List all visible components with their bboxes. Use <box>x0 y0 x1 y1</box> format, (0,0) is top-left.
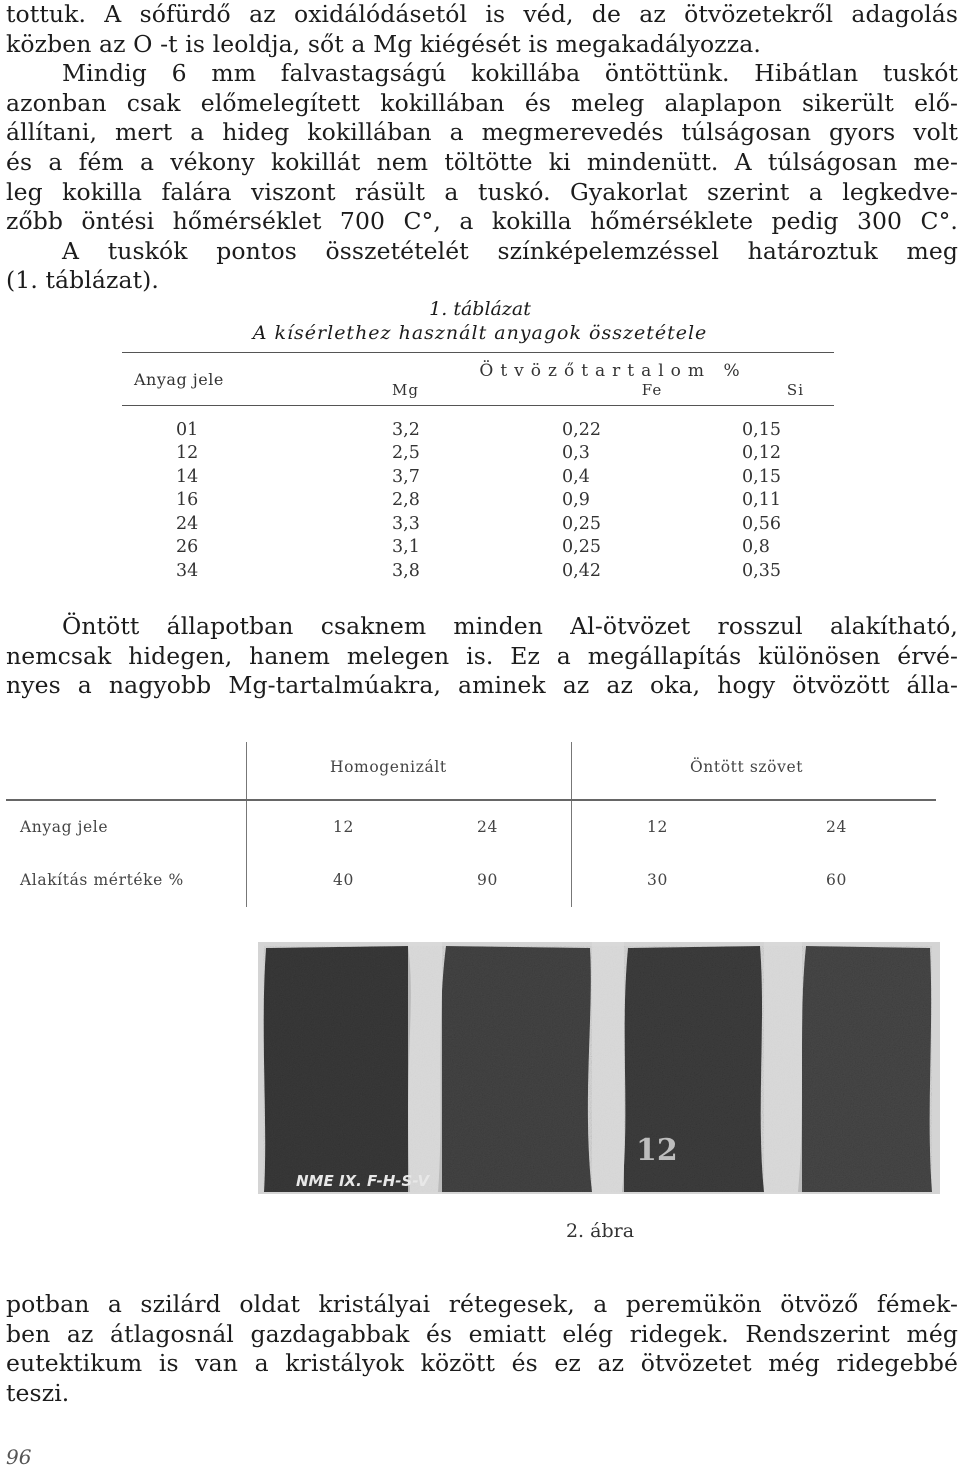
text-line: teszi. <box>6 1378 70 1407</box>
cell: 3,7 <box>392 466 420 487</box>
cell: 0,35 <box>742 560 781 581</box>
text-line: leg kokilla falára viszont rásült a tuskó. Gyakorlat szerint a legkedve- <box>6 177 958 206</box>
cell: 0,4 <box>562 466 590 487</box>
text-line: eutektikum is van a kristályok között és ez az ötvözetet még ridegebbé <box>6 1349 958 1378</box>
cell: 24 <box>176 513 199 534</box>
cell: 3,8 <box>392 560 420 581</box>
cell: 0,12 <box>742 443 781 464</box>
figure-caption: 2. ábra <box>565 1220 635 1242</box>
text-line: (1. táblázat). <box>6 266 159 295</box>
page-number: 96 <box>6 1445 32 1469</box>
cell: 60 <box>826 871 847 889</box>
cell: 30 <box>647 871 668 889</box>
cell: 0,9 <box>562 490 590 511</box>
column-header-fe: Fe <box>641 381 663 399</box>
cell: 12 <box>333 818 354 836</box>
table-row <box>122 418 834 442</box>
cell: 34 <box>176 560 199 581</box>
cell: 0,42 <box>562 560 601 581</box>
table-row <box>122 465 834 489</box>
text-line: A tuskók pontos összetételét színképelemzéssel határoztuk meg <box>62 236 958 265</box>
text-line: potban a szilárd oldat kristályai rétegesek, a peremükön ötvöző fémek- <box>6 1290 958 1318</box>
cell: 24 <box>477 818 498 836</box>
text-line: nyes a nagyobb Mg-tartalmúakra, aminek az az oka, hogy ötvözött álla- <box>6 671 958 700</box>
table-row <box>122 442 834 466</box>
cell: 0,8 <box>742 537 770 558</box>
table-row <box>122 489 834 513</box>
column-header-mg: Mg <box>392 381 419 399</box>
group-header-cast-structure: Öntött szövet <box>690 758 804 776</box>
row-header: Anyag jele <box>122 353 392 406</box>
table-row <box>122 512 834 536</box>
sample-photograph <box>258 942 940 1194</box>
text-line: azonban csak előmelegített kokillában és meleg alaplapon sikerült elő- <box>6 88 958 117</box>
cell: 2,8 <box>392 490 420 511</box>
cell: 0,3 <box>562 443 590 464</box>
text-line: nemcsak hidegen, hanem melegen is. Ez a megállapítás különösen érvé- <box>6 641 958 670</box>
table-row <box>122 536 834 560</box>
cell: 0,15 <box>742 466 781 487</box>
text-line: Mindig 6 mm falvastagságú kokillába öntöttünk. Hibátlan tuskót <box>62 59 958 88</box>
paragraph-top <box>6 0 958 296</box>
composition-table <box>122 352 834 583</box>
cell: 12 <box>647 818 668 836</box>
photo-stamp: NME IX. F-H-S-V <box>296 1172 430 1190</box>
text-line: tottuk. A sófürdő az oxidálódásetól is véd, de az ötvözetekről adagolás <box>6 0 958 28</box>
cell: 0,56 <box>742 513 781 534</box>
text-line: közben az O -t is leoldja, sőt a Mg kiégését is megakadályozza. <box>6 29 761 58</box>
sample-mark: 12 <box>636 1133 678 1168</box>
table1-caption-number: 1. táblázat <box>429 298 531 320</box>
cell: 0,25 <box>562 513 601 534</box>
cell: 40 <box>333 871 354 889</box>
cell: 3,3 <box>392 513 420 534</box>
cell: 0,22 <box>562 419 601 440</box>
cell: 14 <box>176 466 199 487</box>
text-line: zőbb öntési hőmérséklet 700 C°, a kokilla hőmérséklete pedig 300 C°. <box>6 207 958 236</box>
group-header-homogenized: Homogenizált <box>330 758 447 776</box>
paragraph-middle <box>6 612 958 701</box>
text-line: Öntött állapotban csaknem minden Al-ötvözet rosszul alakítható, <box>62 612 958 640</box>
cell: 12 <box>176 443 199 464</box>
cell: 90 <box>477 871 498 889</box>
cell: 24 <box>826 818 847 836</box>
cell: 16 <box>176 490 199 511</box>
cell: 0,11 <box>742 490 781 511</box>
paragraph-bottom <box>6 1290 958 1408</box>
cell: 26 <box>176 537 199 558</box>
cell: 0,15 <box>742 419 781 440</box>
cell: 3,1 <box>392 537 420 558</box>
column-header-si: Si <box>786 381 804 399</box>
table-row <box>122 559 834 583</box>
cell: 3,2 <box>392 419 420 440</box>
text-line: állítani, mert a hideg kokillában a megmerevedés túlságosan gyors volt <box>6 118 958 147</box>
table1-caption-title: A kísérlethez használt anyagok összetétele <box>252 322 708 344</box>
cell: 2,5 <box>392 443 420 464</box>
text-line: ben az átlagosnál gazdagabbak és emiatt elég ridegek. Rendszerint még <box>6 1319 958 1348</box>
row-label-sample: Anyag jele <box>20 818 109 836</box>
row-label-deformation: Alakítás mértéke % <box>20 871 184 889</box>
cell: 0,25 <box>562 537 601 558</box>
cell: 01 <box>176 419 199 440</box>
text-line: és a fém a vékony kokillát nem töltötte ki mindenütt. A túlságosan me- <box>6 147 958 176</box>
group-header: Ötvözőtartalom % <box>479 361 747 381</box>
